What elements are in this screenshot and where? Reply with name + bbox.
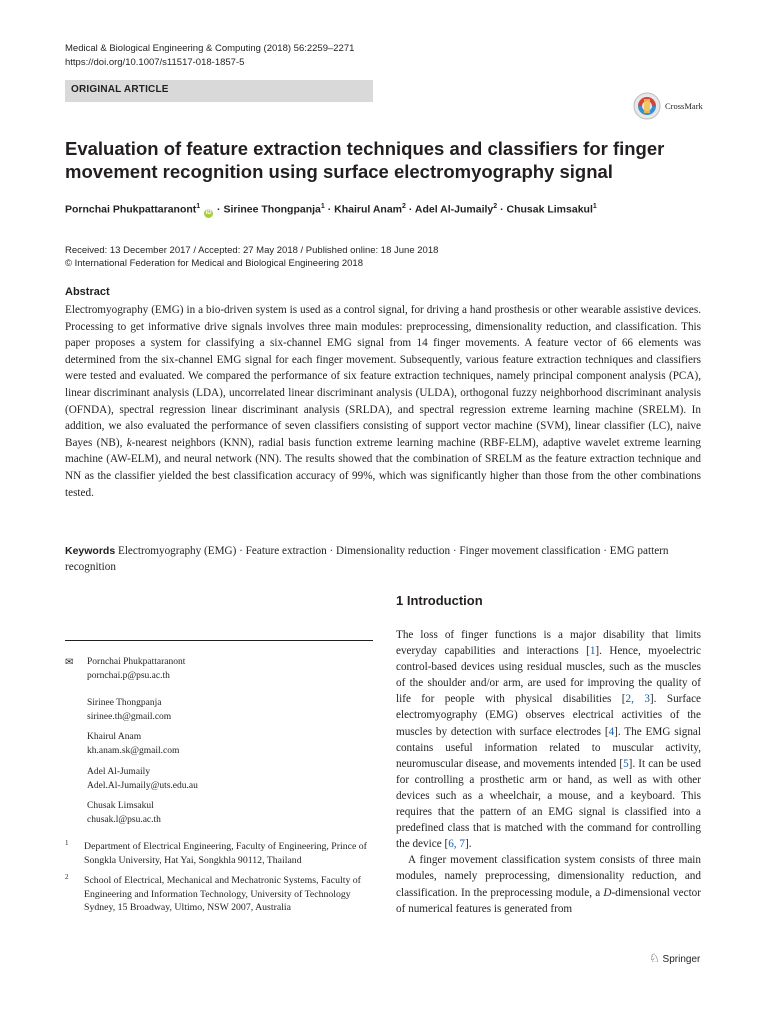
- citation-link[interactable]: 4: [608, 725, 615, 738]
- contact-name: Adel Al-Jumaily: [87, 767, 151, 777]
- contact-name: Khairul Anam: [87, 732, 142, 742]
- text-run: The loss of finger functions is a major disability that limits everyday capabilities and interactions [: [396, 629, 701, 658]
- keywords-label: Keywords: [65, 545, 116, 557]
- contact-entry: [87, 800, 161, 827]
- contact-entry: [87, 766, 198, 793]
- section-heading-introduction: 1 Introduction: [396, 593, 483, 608]
- crossmark-icon: [632, 91, 662, 121]
- contact-email[interactable]: kh.anam.sk@gmail.com: [87, 745, 180, 756]
- author-name[interactable]: Sirinee Thongpanja: [223, 203, 321, 216]
- author-affiliation-mark: 1: [320, 203, 325, 210]
- paragraph: [396, 852, 701, 916]
- text-run: ]. It can be used for controlling a prosthetic arm or hand, as well as with other devices such as a wheelchair, a mouse, and a keyboard. This requires that the pattern of an EMG signal is classified into a predefined class that is matched with the command for controlling the device [: [396, 757, 701, 851]
- orcid-icon[interactable]: iD: [205, 209, 212, 216]
- abstract-text: [65, 302, 701, 501]
- author-affiliation-mark: 1: [592, 203, 597, 210]
- keywords: [65, 544, 705, 575]
- author-name[interactable]: Chusak Limsakul: [506, 203, 593, 216]
- text-run: ]. Hence, myoelectric control-based devices using residual muscles, such as the muscles of the shoulder and/or arm, are used for improving the quality of life for people with physical disabilities [: [396, 645, 701, 706]
- contact-entry: [87, 731, 179, 758]
- crossmark-badge[interactable]: [632, 93, 708, 119]
- title-line: movement recognition using surface electromyography signal: [65, 161, 613, 182]
- article-type-label: ORIGINAL ARTICLE: [71, 84, 169, 95]
- author-name[interactable]: Pornchai Phukpattaranont: [65, 203, 197, 216]
- doi-link[interactable]: https://doi.org/10.1007/s11517-018-1857-5: [65, 57, 245, 68]
- envelope-icon: ✉: [65, 657, 74, 668]
- abstract-italic-k: k: [126, 436, 132, 449]
- article-type-banner: [65, 80, 373, 102]
- abstract-text-part: Electromyography (EMG) in a bio-driven system is used as a control signal, for driving a hand prosthesis or other wearable assistive devices. Processing to get informative drive signals involves three main modules: preprocessing, dimensionality reduction, and classification. This paper proposes a system for classifying a six-channel EMG signal from 14 finger movements. A feature vector of 66 elements was determined from the six-channel EMG signal for each finger movement. Subsequently, various feature extraction techniques and classifiers were tested and evaluated. We compared the performance of six feature extraction techniques, namely principal component analysis (PCA), linear discriminant analysis (LDA), uncorrelated linear discriminant analysis (ULDA), orthogonal fuzzy neighborhood discriminant analysis (OFNDA), spectral regression linear discriminant analysis (SRLDA), and spectral regression extreme learning machine (SRELM). In addition, we also evaluated the performance of seven classifiers consisting of support vector machine (SVM), linear classifier (LC), naive Bayes (NB),: [65, 304, 701, 449]
- author-name[interactable]: Khairul Anam: [334, 203, 402, 216]
- springer-horse-icon: ♘: [649, 951, 660, 965]
- italic-d: D: [603, 886, 612, 899]
- citation-link[interactable]: 2, 3: [625, 693, 650, 706]
- affiliation-text: Department of Electrical Engineering, Faculty of Engineering, Prince of Songkla University, Hat Yai, Songkhla 90112, Thailand: [84, 841, 367, 866]
- contact-name: Pornchai Phukpattaranont: [87, 657, 186, 667]
- contact-email[interactable]: chusak.l@psu.ac.th: [87, 814, 161, 825]
- keywords-text: Electromyography (EMG) · Feature extraction · Dimensionality reduction · Finger movement classification · EMG pattern recognition: [65, 545, 669, 573]
- affiliation-number: 2: [65, 873, 69, 881]
- citation-link[interactable]: 1: [589, 645, 596, 658]
- author-affiliation-mark: 2: [493, 203, 498, 210]
- journal-citation: Medical & Biological Engineering & Computing (2018) 56:2259–2271: [65, 43, 355, 54]
- text-run: -dimensional vector of numerical features is generated from: [396, 886, 701, 915]
- text-run: ].: [464, 838, 472, 851]
- author-affiliation-mark: 2: [402, 203, 406, 210]
- abstract-heading: Abstract: [65, 286, 110, 298]
- author-affiliation-mark: 1: [196, 203, 201, 210]
- contact-name: Sirinee Thongpanja: [87, 698, 162, 708]
- author-name[interactable]: Adel Al-Jumaily: [414, 203, 494, 216]
- contact-email[interactable]: Adel.Al-Jumaily@uts.edu.au: [87, 780, 198, 791]
- affiliation-number: 1: [65, 839, 69, 847]
- crossmark-label: CrossMark: [665, 101, 703, 111]
- publisher-mark: [649, 951, 700, 965]
- title-line: Evaluation of feature extraction techniques and classifiers for finger: [65, 138, 665, 159]
- paragraph: [396, 627, 701, 852]
- introduction-text: [396, 627, 701, 917]
- citation-link[interactable]: 6, 7: [448, 838, 465, 851]
- contact-entry: [87, 697, 171, 724]
- contact-email[interactable]: pornchai.p@psu.ac.th: [87, 670, 170, 681]
- text-run: ]. The EMG signal contains useful information related to muscular activity, neuromuscular disease, and movements intended [: [396, 725, 701, 770]
- text-run: ]. Surface electromyography (EMG) observes electrical activities of the muscles by detection with surface electrodes [: [396, 693, 702, 738]
- affiliation-text: School of Electrical, Mechanical and Mechatronic Systems, Faculty of Engineering and Information Technology, University of Technology Sydney, 15 Broadway, Ultimo, NSW 2007, Australia: [84, 875, 361, 913]
- contact-name: Chusak Limsakul: [87, 801, 154, 811]
- publisher-name: Springer: [662, 954, 701, 965]
- paper-title: [65, 137, 705, 183]
- contact-entry: [87, 656, 185, 683]
- citation-link[interactable]: 5: [623, 757, 629, 770]
- footnote-divider: [65, 640, 373, 641]
- text-run: A finger movement classification system consists of three main modules, namely preprocessing, dimensionality reduction, and classification. In the preprocessing module, a: [396, 854, 701, 899]
- publication-dates: Received: 13 December 2017 / Accepted: 27 May 2018 / Published online: 18 June 2018: [65, 245, 439, 256]
- author-list: Pornchai Phukpattaranont$^1$ iD · Sirinee Thongpanja$^1$ · Khairul Anam$^2$ · Adel Al-Jumaily$^2$ · Chusak Limsakul$^1$: [65, 203, 597, 216]
- abstract-text-part: -nearest neighbors (KNN), radial basis function extreme learning machine (RBF-ELM), adaptive wavelet extreme learning machine (AW-ELM), and neural network (NN). The results showed that the combination of SRELM as the feature extraction technique and NN as the classifier yielded the best classification accuracy of 99%, which was significantly higher than those from the other combinations tested.: [65, 436, 701, 499]
- copyright-notice: © International Federation for Medical and Biological Engineering 2018: [65, 258, 363, 269]
- contact-email[interactable]: sirinee.th@gmail.com: [87, 711, 172, 722]
